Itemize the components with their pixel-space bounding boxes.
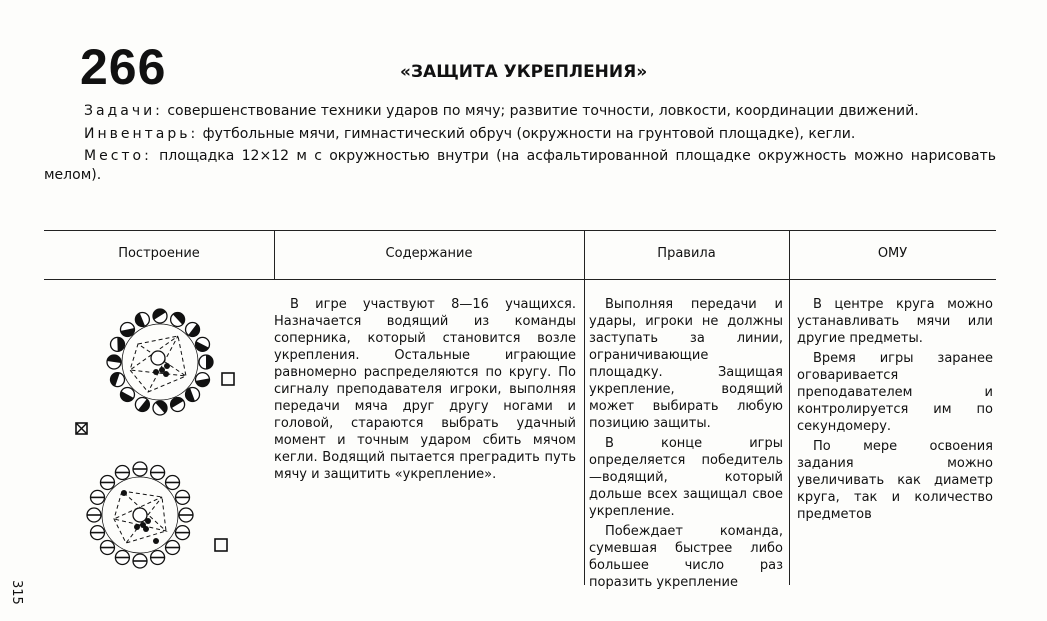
page-number: 315 bbox=[9, 580, 24, 605]
inventory-label: Инвентарь: bbox=[84, 125, 199, 142]
header-content: Содержание bbox=[385, 246, 473, 261]
place-label: Место: bbox=[84, 148, 152, 164]
formation-circle-1 bbox=[107, 309, 213, 415]
header-omu: ОМУ bbox=[877, 246, 908, 261]
header-formation: Построение bbox=[118, 246, 200, 261]
place-text: площадка 12×12 м с окружностью внутри (на асфальтированной площадке окружность можно нарисовать мелом). bbox=[44, 148, 996, 183]
exercise-number: 266 bbox=[80, 39, 167, 95]
rules-paragraph: В конце игры определяется победитель—водящий, который дольше всех защищал свое укрепление. bbox=[589, 436, 783, 519]
tasks-label: Задачи: bbox=[84, 103, 163, 119]
tasks-text: совершенствование техники ударов по мячу; развитие точности, ловкости, координации движений. bbox=[162, 103, 919, 119]
omu-paragraph: В центре круга можно устанавливать мячи или другие предметы. bbox=[797, 297, 993, 346]
rules-paragraph: Побеждает команда, сумевшая быстрее либо большее число раз поразить укрепление bbox=[589, 524, 783, 590]
header-rules: Правила bbox=[657, 246, 716, 261]
exercise-title: «ЗАЩИТА УКРЕПЛЕНИЯ» bbox=[400, 62, 648, 82]
inventory-text: футбольные мячи, гимнастический обруч (окружности на грунтовой площадке), кегли. bbox=[198, 125, 856, 142]
rules-paragraph: Выполняя передачи и удары, игроки не должны заступать за линии, ограничивающие площадку. Защищая укрепление, водящий может выбирать любую позицию защиты. bbox=[589, 297, 783, 431]
omu-paragraph: По мере освоения задания можно увеличивать как диаметр круга, так и количество предметов bbox=[797, 439, 993, 522]
formation-circle-2 bbox=[87, 462, 193, 568]
omu-paragraph: Время игры заранее оговаривается преподавателем и контролируется им по секундомеру. bbox=[797, 351, 993, 434]
content-text: В игре участвуют 8—16 учащихся. Назначается водящий из команды соперника, который становится возле укрепления. Остальные играющие равномерно распределяются по кругу. По сигналу преподавателя игроки, выполняя передачи мяча друг другу ногами и головой, стараются выбрать удачный момент и точным ударом сбить мячом кегли. Водящий пытается преградить путь мячу и защитить «укрепление». bbox=[274, 297, 576, 482]
